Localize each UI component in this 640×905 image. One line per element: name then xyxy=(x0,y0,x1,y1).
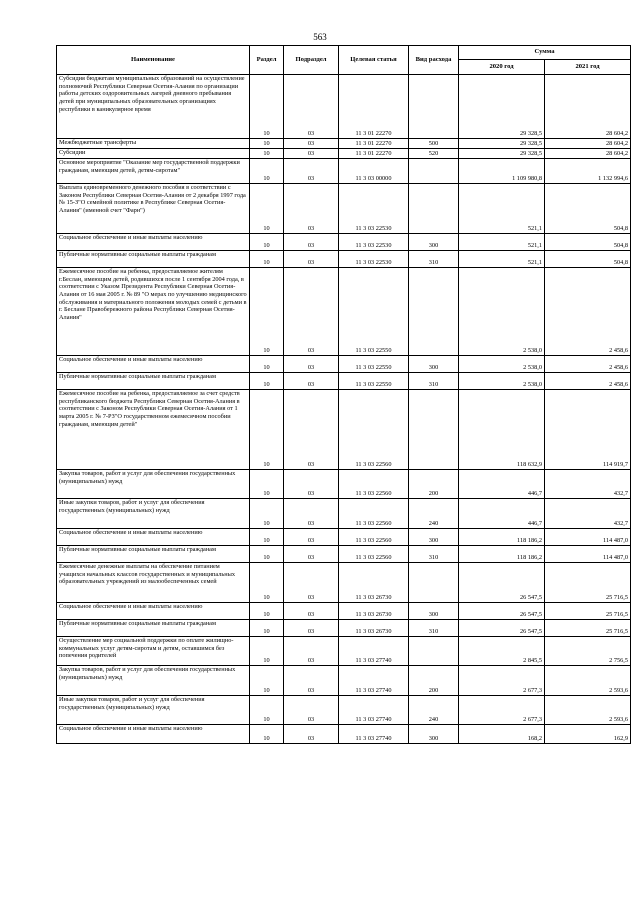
row-name: Публичные нормативные социальные выплаты гражданам xyxy=(57,251,250,268)
row-amount-2020: 521,1 xyxy=(459,184,545,234)
row-amount-2021: 28 604,2 xyxy=(545,75,631,139)
row-expense-type: 310 xyxy=(409,546,459,563)
row-amount-2020: 29 328,5 xyxy=(459,75,545,139)
row-amount-2021: 504,8 xyxy=(545,234,631,251)
row-subsection: 03 xyxy=(284,251,339,268)
row-target-item: 11 3 03 00000 xyxy=(339,159,409,184)
row-expense-type: 240 xyxy=(409,696,459,725)
row-target-item: 11 3 03 22530 xyxy=(339,251,409,268)
row-amount-2020: 118 632,9 xyxy=(459,390,545,470)
row-target-item: 11 3 03 27740 xyxy=(339,666,409,696)
row-subsection: 03 xyxy=(284,373,339,390)
row-section: 10 xyxy=(250,637,284,666)
row-subsection: 03 xyxy=(284,725,339,744)
row-target-item: 11 3 01 22270 xyxy=(339,149,409,159)
row-section: 10 xyxy=(250,184,284,234)
row-section: 10 xyxy=(250,725,284,744)
table-row xyxy=(57,637,631,666)
budget-table xyxy=(56,45,631,744)
row-amount-2020: 2 677,3 xyxy=(459,666,545,696)
row-amount-2021: 2 458,6 xyxy=(545,268,631,356)
row-target-item: 11 3 03 22560 xyxy=(339,390,409,470)
row-expense-type: 310 xyxy=(409,251,459,268)
row-amount-2020: 118 186,2 xyxy=(459,529,545,546)
row-expense-type: 300 xyxy=(409,725,459,744)
row-amount-2020: 2 538,0 xyxy=(459,373,545,390)
table-row xyxy=(57,139,631,149)
row-name: Субсидии xyxy=(57,149,250,159)
column-header-name: Наименование xyxy=(57,46,250,75)
row-section: 10 xyxy=(250,356,284,373)
row-subsection: 03 xyxy=(284,139,339,149)
row-amount-2021: 2 593,6 xyxy=(545,666,631,696)
table-row xyxy=(57,725,631,744)
row-expense-type: 310 xyxy=(409,620,459,637)
table-row xyxy=(57,603,631,620)
row-expense-type: 500 xyxy=(409,139,459,149)
row-section: 10 xyxy=(250,470,284,499)
table-row xyxy=(57,563,631,603)
table-row xyxy=(57,620,631,637)
row-section: 10 xyxy=(250,563,284,603)
row-subsection: 03 xyxy=(284,234,339,251)
row-subsection: 03 xyxy=(284,159,339,184)
row-section: 10 xyxy=(250,390,284,470)
column-header-year-2021: 2021 год xyxy=(545,60,631,75)
row-amount-2021: 114 487,0 xyxy=(545,529,631,546)
row-amount-2020: 168,2 xyxy=(459,725,545,744)
row-name: Социальное обеспечение и иные выплаты населению xyxy=(57,234,250,251)
row-amount-2021: 504,8 xyxy=(545,184,631,234)
row-name: Закупка товаров, работ и услуг для обеспечения государственных (муниципальных) нужд xyxy=(57,470,250,499)
row-target-item: 11 3 01 22270 xyxy=(339,75,409,139)
row-name: Иные закупки товаров, работ и услуг для обеспечения государственных (муниципальных) нужд xyxy=(57,696,250,725)
row-section: 10 xyxy=(250,603,284,620)
row-expense-type: 300 xyxy=(409,234,459,251)
row-expense-type: 200 xyxy=(409,470,459,499)
table-body xyxy=(57,75,631,744)
row-amount-2021: 162,9 xyxy=(545,725,631,744)
row-target-item: 11 3 03 22550 xyxy=(339,356,409,373)
row-subsection: 03 xyxy=(284,620,339,637)
row-section: 10 xyxy=(250,251,284,268)
row-section: 10 xyxy=(250,159,284,184)
row-amount-2020: 446,7 xyxy=(459,499,545,529)
row-subsection: 03 xyxy=(284,470,339,499)
row-amount-2020: 446,7 xyxy=(459,470,545,499)
row-amount-2021: 28 604,2 xyxy=(545,149,631,159)
table-row xyxy=(57,184,631,234)
row-section: 10 xyxy=(250,620,284,637)
row-amount-2021: 114 919,7 xyxy=(545,390,631,470)
row-amount-2020: 26 547,5 xyxy=(459,603,545,620)
table-row xyxy=(57,696,631,725)
row-section: 10 xyxy=(250,529,284,546)
row-name: Субсидия бюджетам муниципальных образований на осуществление полномочий Республики Северная Осетия-Алания по организации работы детских оздоровительных лагерей дневного пребывания детей при муниципальных образовательных организациях республики в каникулярное время xyxy=(57,75,250,139)
row-amount-2020: 26 547,5 xyxy=(459,563,545,603)
row-expense-type xyxy=(409,268,459,356)
row-subsection: 03 xyxy=(284,666,339,696)
table-row xyxy=(57,268,631,356)
row-subsection: 03 xyxy=(284,149,339,159)
row-target-item: 11 3 03 26730 xyxy=(339,563,409,603)
column-header-expense-type: Вид расхода xyxy=(409,46,459,75)
row-name: Публичные нормативные социальные выплаты гражданам xyxy=(57,620,250,637)
row-name: Иные закупки товаров, работ и услуг для обеспечения государственных (муниципальных) нужд xyxy=(57,499,250,529)
row-amount-2021: 2 593,6 xyxy=(545,696,631,725)
row-subsection: 03 xyxy=(284,529,339,546)
row-amount-2021: 25 716,5 xyxy=(545,563,631,603)
row-amount-2020: 2 845,5 xyxy=(459,637,545,666)
row-target-item: 11 3 03 26730 xyxy=(339,603,409,620)
row-section: 10 xyxy=(250,696,284,725)
row-expense-type: 300 xyxy=(409,603,459,620)
row-name: Публичные нормативные социальные выплаты гражданам xyxy=(57,373,250,390)
column-header-sum: Сумма xyxy=(459,46,631,60)
row-target-item: 11 3 03 26730 xyxy=(339,620,409,637)
row-name: Межбюджетные трансферты xyxy=(57,139,250,149)
row-expense-type: 200 xyxy=(409,666,459,696)
row-expense-type xyxy=(409,184,459,234)
table-row xyxy=(57,499,631,529)
row-amount-2020: 521,1 xyxy=(459,234,545,251)
row-section: 10 xyxy=(250,234,284,251)
row-amount-2020: 118 186,2 xyxy=(459,546,545,563)
row-target-item: 11 3 03 22560 xyxy=(339,529,409,546)
row-subsection: 03 xyxy=(284,184,339,234)
row-amount-2020: 2 538,0 xyxy=(459,356,545,373)
row-subsection: 03 xyxy=(284,75,339,139)
table-row xyxy=(57,251,631,268)
row-amount-2021: 2 458,6 xyxy=(545,356,631,373)
column-header-subsection: Подраздел xyxy=(284,46,339,75)
row-expense-type xyxy=(409,390,459,470)
row-section: 10 xyxy=(250,373,284,390)
row-expense-type: 520 xyxy=(409,149,459,159)
row-expense-type xyxy=(409,75,459,139)
row-expense-type xyxy=(409,159,459,184)
row-section: 10 xyxy=(250,268,284,356)
row-amount-2020: 2 538,0 xyxy=(459,268,545,356)
row-target-item: 11 3 03 22560 xyxy=(339,499,409,529)
table-row xyxy=(57,75,631,139)
row-amount-2021: 2 756,5 xyxy=(545,637,631,666)
row-section: 10 xyxy=(250,666,284,696)
row-amount-2021: 1 132 994,6 xyxy=(545,159,631,184)
row-amount-2021: 504,8 xyxy=(545,251,631,268)
row-name: Выплата единовременного денежного пособия в соответствии с Законом Республики Северная Осетия-Алания от 2 декабря 1997 года № 15-З"О семейной политике в Республике Северная Осетия-Алания" (именной счет "Фарн") xyxy=(57,184,250,234)
row-name: Осуществление мер социальной поддержки по оплате жилищно-коммунальных услуг детям-сиротам и детям, оставшимся без попечения родителей xyxy=(57,637,250,666)
row-amount-2020: 26 547,5 xyxy=(459,620,545,637)
table-header xyxy=(57,46,631,75)
row-target-item: 11 3 03 27740 xyxy=(339,696,409,725)
row-target-item: 11 3 01 22270 xyxy=(339,139,409,149)
column-header-year-2020: 2020 год xyxy=(459,60,545,75)
column-header-target-item: Целевая статья xyxy=(339,46,409,75)
row-subsection: 03 xyxy=(284,563,339,603)
row-expense-type: 310 xyxy=(409,373,459,390)
row-name: Социальное обеспечение и иные выплаты населению xyxy=(57,356,250,373)
row-amount-2020: 521,1 xyxy=(459,251,545,268)
row-amount-2020: 1 109 980,8 xyxy=(459,159,545,184)
table-row xyxy=(57,234,631,251)
table-row xyxy=(57,666,631,696)
row-name: Публичные нормативные социальные выплаты гражданам xyxy=(57,546,250,563)
row-target-item: 11 3 03 22530 xyxy=(339,184,409,234)
column-header-section: Раздел xyxy=(250,46,284,75)
row-target-item: 11 3 03 22550 xyxy=(339,373,409,390)
row-amount-2021: 432,7 xyxy=(545,499,631,529)
row-expense-type xyxy=(409,563,459,603)
table-row xyxy=(57,529,631,546)
row-subsection: 03 xyxy=(284,546,339,563)
row-target-item: 11 3 03 22560 xyxy=(339,546,409,563)
row-subsection: 03 xyxy=(284,268,339,356)
row-target-item: 11 3 03 27740 xyxy=(339,725,409,744)
table-row xyxy=(57,149,631,159)
row-amount-2021: 25 716,5 xyxy=(545,603,631,620)
row-subsection: 03 xyxy=(284,356,339,373)
row-target-item: 11 3 03 22550 xyxy=(339,268,409,356)
row-section: 10 xyxy=(250,149,284,159)
row-amount-2021: 28 604,2 xyxy=(545,139,631,149)
table-row xyxy=(57,159,631,184)
row-name: Социальное обеспечение и иные выплаты населению xyxy=(57,725,250,744)
row-target-item: 11 3 03 27740 xyxy=(339,637,409,666)
row-amount-2021: 2 458,6 xyxy=(545,373,631,390)
row-subsection: 03 xyxy=(284,390,339,470)
row-section: 10 xyxy=(250,139,284,149)
row-amount-2020: 2 677,3 xyxy=(459,696,545,725)
row-expense-type: 300 xyxy=(409,529,459,546)
row-expense-type: 240 xyxy=(409,499,459,529)
row-expense-type: 300 xyxy=(409,356,459,373)
table-row xyxy=(57,373,631,390)
row-expense-type xyxy=(409,637,459,666)
page-number: 563 xyxy=(313,32,327,42)
row-subsection: 03 xyxy=(284,637,339,666)
table-row xyxy=(57,470,631,499)
table-row xyxy=(57,546,631,563)
row-section: 10 xyxy=(250,75,284,139)
row-amount-2021: 25 716,5 xyxy=(545,620,631,637)
table-row xyxy=(57,356,631,373)
row-target-item: 11 3 03 22530 xyxy=(339,234,409,251)
row-amount-2021: 114 487,0 xyxy=(545,546,631,563)
row-amount-2020: 29 328,5 xyxy=(459,139,545,149)
row-name: Закупка товаров, работ и услуг для обеспечения государственных (муниципальных) нужд xyxy=(57,666,250,696)
row-name: Ежемесячные денежные выплаты на обеспечение питанием учащихся начальных классов государственных и муниципальных образовательных учреждений из малообеспеченных семей xyxy=(57,563,250,603)
row-name: Социальное обеспечение и иные выплаты населению xyxy=(57,603,250,620)
row-subsection: 03 xyxy=(284,696,339,725)
row-name: Ежемесячное пособие на ребенка, предоставляемое за счет средств республиканского бюджета Республики Северная Осетия-Алания в соответствии с Законом Республики Северная Осетия-Алания от 1 марта 2005 г. № 7-РЗ"О государственном ежемесячном пособии гражданам, имеющим детей" xyxy=(57,390,250,470)
row-amount-2021: 432,7 xyxy=(545,470,631,499)
row-section: 10 xyxy=(250,499,284,529)
row-name: Социальное обеспечение и иные выплаты населению xyxy=(57,529,250,546)
row-name: Основное мероприятие "Оказание мер государственной поддержки гражданам, имеющим детей, детям-сиротам" xyxy=(57,159,250,184)
row-amount-2020: 29 328,5 xyxy=(459,149,545,159)
table-row xyxy=(57,390,631,470)
row-name: Ежемесячное пособие на ребенка, предоставляемое жителям г.Беслан, имеющим детей, родившихся после 1 сентября 2004 года, в соответствии с Указом Президента Республики Северная Осетия-Алания от 16 мая 2005 г. № 89 "О мерах по улучшению медицинского обслуживания и материального положения молодых семей с детьми в г. Беслане Правобережного района Республики Северная Осетия-Алания" xyxy=(57,268,250,356)
row-section: 10 xyxy=(250,546,284,563)
row-subsection: 03 xyxy=(284,603,339,620)
row-subsection: 03 xyxy=(284,499,339,529)
row-target-item: 11 3 03 22560 xyxy=(339,470,409,499)
